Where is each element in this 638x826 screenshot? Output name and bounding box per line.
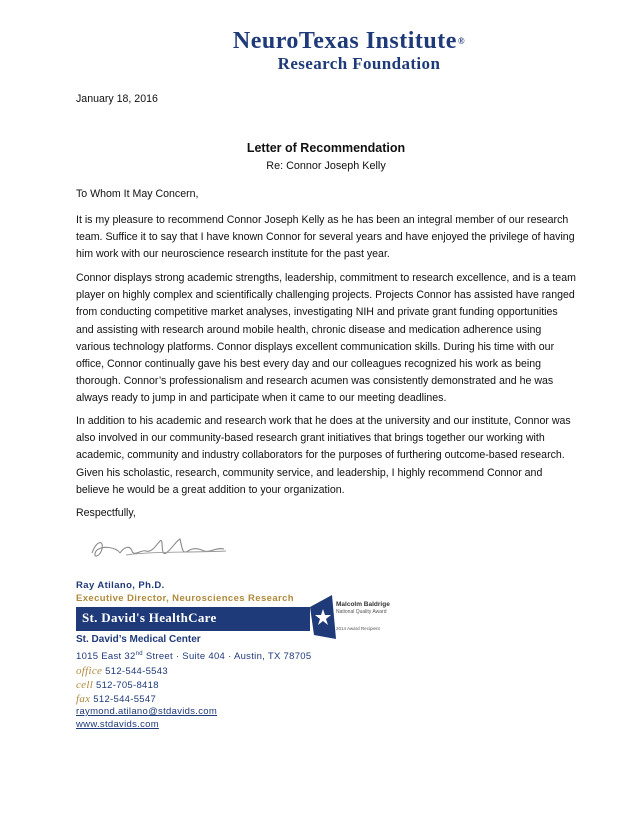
letter-date: January 18, 2016 <box>76 93 158 105</box>
award-recipient: 2014 Award Recipient <box>336 626 380 631</box>
email-link-row <box>76 706 217 717</box>
signer-title: Executive Director, Neurosciences Research <box>76 593 294 604</box>
address-post: Street · Suite 404 · Austin, TX 78705 <box>142 651 312 663</box>
website-link-row <box>76 719 159 730</box>
salutation: To Whom It May Concern, <box>76 188 199 200</box>
letter-subject: Re: Connor Joseph Kelly <box>266 160 386 172</box>
office-label: office <box>76 665 103 677</box>
paragraph-3: In addition to his academic and research work that he does at the university and our institute, Connor was also involved in our community-based research grant initiatives that brings together our working with academic, community and industry collaborators for the purposes of furthering outcome-based research. Given his scholastic, research, community service, and leadership, I highly recommend Connor and believe he would be a great addition to your organization. <box>76 415 571 496</box>
fax-value: 512-544-5547 <box>90 694 157 705</box>
institute-logo <box>0 28 638 73</box>
office-number: 512-544-5543 <box>102 666 168 677</box>
logo-reg-mark: ® <box>457 36 466 46</box>
cell-label: cell <box>76 679 94 691</box>
cell-phone <box>76 679 159 691</box>
healthcare-banner <box>76 607 310 631</box>
award-title: Malcolm Baldrige <box>336 601 390 608</box>
website-link[interactable]: www.stdavids.com <box>76 719 159 730</box>
logo-line2: Research Foundation <box>277 54 441 73</box>
fax-label: fax <box>76 693 91 705</box>
healthcare-banner-text: St. David's HealthCare <box>82 610 217 625</box>
address-line <box>76 651 311 662</box>
fax-number <box>76 693 156 705</box>
paragraph-2: Connor displays strong academic strengths, leadership, commitment to research excellence, and is a team player on highly complex and scientifically challenging projects. Projects Connor has assisted have ranged from conducting competitive market analyses, investigating NIH and private grant funding opportunities and assisting with research around mobile health, chronic disease and medication adherence using various technology platforms. Connor displays excellent communication skills. During his time with our office, Connor continually gave his best every day and our colleagues recognized his work as being thorough. Connor’s professionalism and research acumen was consistently demonstrated and he was always ready to jump in and participate when it came to our meeting deadlines. <box>76 272 576 405</box>
baldrige-award-badge <box>310 595 396 639</box>
logo-line1-text: NeuroTexas Institute <box>232 28 457 54</box>
letter-heading: Letter of Recommendation <box>246 141 406 155</box>
cell-number: 512-705-8418 <box>93 680 159 691</box>
award-subtitle: National Quality Award <box>336 609 387 615</box>
address-sup: nd <box>135 651 143 657</box>
handwritten-signature <box>86 527 236 567</box>
office-phone <box>76 665 168 677</box>
logo-line1 <box>0 28 638 54</box>
address-pre: 1015 East 32 <box>76 651 136 663</box>
paragraph-1: It is my pleasure to recommend Connor Joseph Kelly as he has been an integral member of our research team. Suffice it to say that I have known Connor for several years and have enjoyed the privilege of having him work with our neuroscience research institute for the past year. <box>76 214 575 261</box>
medical-center-name: St. David’s Medical Center <box>76 634 201 645</box>
signer-name: Ray Atilano, Ph.D. <box>76 580 165 591</box>
closing: Respectfully, <box>76 507 136 519</box>
award-star-icon <box>310 595 336 639</box>
email-link[interactable]: raymond.atilano@stdavids.com <box>76 706 218 717</box>
